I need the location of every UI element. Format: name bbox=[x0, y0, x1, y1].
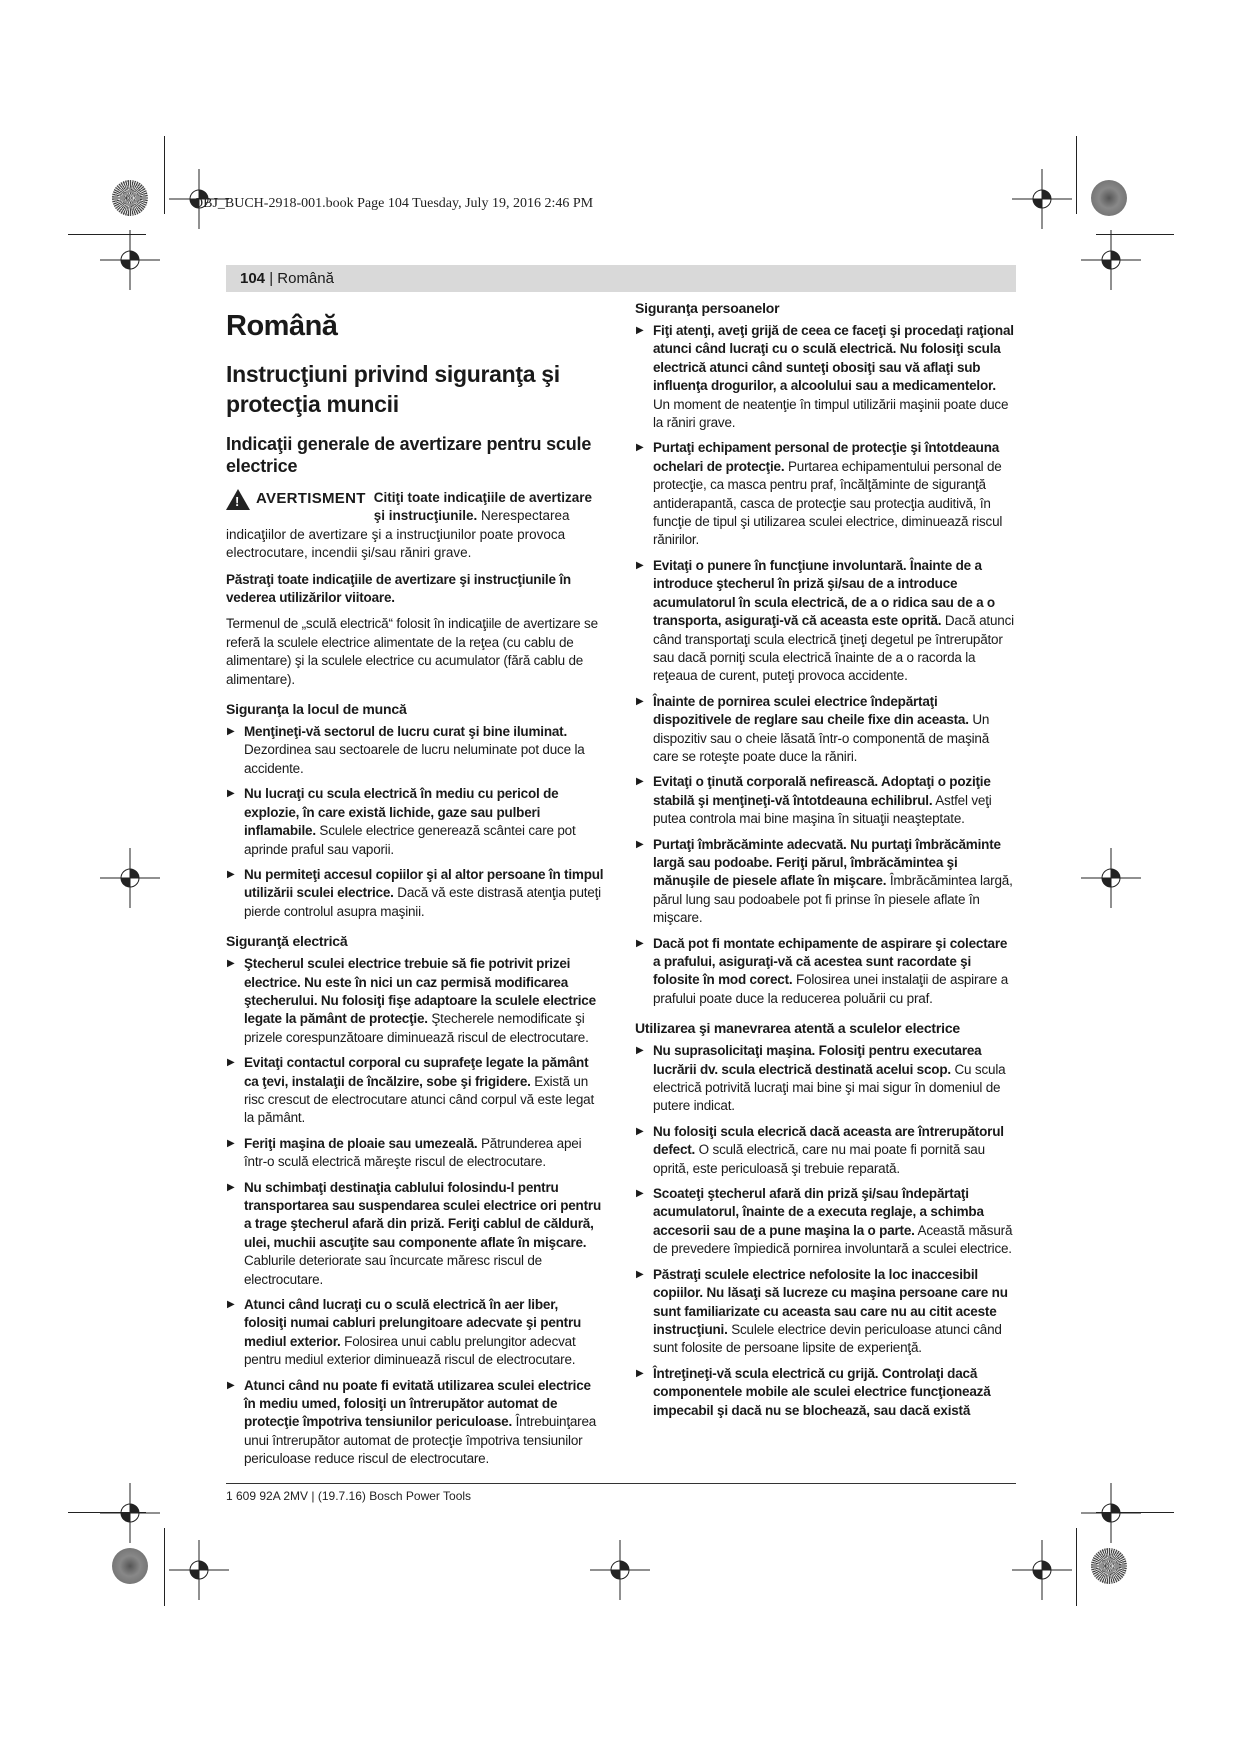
crosshair-icon bbox=[590, 1540, 650, 1600]
page-footer: 1 609 92A 2MV | (19.7.16) Bosch Power Tools bbox=[226, 1489, 472, 1503]
subsection-title: Indicaţii generale de avertizare pentru scule electrice bbox=[226, 434, 592, 476]
subheading: Siguranţa persoanelor bbox=[635, 300, 780, 316]
registration-disc-icon bbox=[1091, 1548, 1127, 1584]
list-item: ▶ Nu permiteţi accesul copiilor şi al altor persoane în timpul utilizării sculei electrice. Dacă vă este distrasă atenţia puteţi pierde controlul asupra maşinii. bbox=[226, 866, 604, 921]
crosshair-icon bbox=[1081, 1483, 1141, 1543]
crosshair-icon bbox=[1012, 169, 1072, 229]
warning-bold: Citiţi toate indicaţiile de avertizare şi instrucţiunile. bbox=[373, 490, 593, 524]
subheading: Siguranţa la locul de muncă bbox=[226, 701, 407, 718]
left-column bbox=[226, 310, 604, 1476]
term-paragraph: Termenul de „sculă electrică“ folosit în indicaţiile de avertizare se referă la sculele electrice alimentate de la reţea (cu cablu de alimentare) şi la sculele electrice cu acumulator (fără cablu de alimentare). bbox=[226, 616, 598, 687]
subheading: Siguranţă electrică bbox=[226, 933, 348, 950]
crosshair-icon bbox=[100, 1483, 160, 1543]
list-item: ▶ Nu folosiţi scula elecrică dacă aceasta are întrerupătorul defect. O sculă electrică, care nu mai poate fi pornită sau oprită, este periculoasă şi trebuie reparată. bbox=[635, 1123, 1015, 1178]
list-item: ▶ Evitaţi contactul corporal cu suprafeţe legate la pământ ca ţevi, instalaţii de încălzire, sobe şi frigidere. Există un risc crescut de electrocutare atunci când corpul vă este legat la pământ. bbox=[226, 1054, 604, 1128]
list-item: ▶ Păstraţi sculele electrice nefolosite la loc inaccesibil copiilor. Nu lăsaţi să lucreze cu maşina persoane care nu sunt familiarizate cu aceasta sau care nu au citit aceste instrucţiuni. Sculele electrice devin periculoase atunci când sunt folosite de persoane lipsite de experienţă. bbox=[635, 1266, 1015, 1358]
list-item: ▶ Dacă pot fi montate echipamente de aspirare şi colectare a prafului, asiguraţi-vă că acestea sunt racordate şi folosite în mod corect. Folosirea unei instalaţii de aspirare a prafului poate duce la reducerea poluării cu praf. bbox=[635, 935, 1015, 1009]
crop-line bbox=[1076, 136, 1077, 214]
warning-badge bbox=[226, 489, 366, 510]
crosshair-icon bbox=[1012, 1540, 1072, 1600]
warning-triangle-icon: ! bbox=[226, 489, 250, 510]
registration-disc-icon bbox=[112, 1548, 148, 1584]
header-separator: | bbox=[265, 270, 278, 287]
list-item: ▶ Purtaţi îmbrăcăminte adecvată. Nu purtaţi îmbrăcăminte largă sau podoabe. Feriţi părul, îmbrăcămintea şi mănuşile de piesele aflate în mişcare. Îmbrăcămintea largă, părul lung sau podoabele pot fi prinse în piesele aflate în mişcare. bbox=[635, 836, 1015, 928]
crosshair-icon bbox=[100, 848, 160, 908]
crop-line bbox=[164, 1528, 165, 1606]
page-number: 104 bbox=[240, 270, 266, 287]
warning-text: Nerespectarea indicaţiilor de avertizare şi a instrucţiunilor poate provoca electrocutare, incendii şi/sau răniri grave. bbox=[226, 508, 570, 561]
print-header: OBJ_BUCH-2918-001.book Page 104 Tuesday, July 19, 2016 2:46 PM bbox=[193, 196, 594, 211]
crosshair-icon bbox=[169, 1540, 229, 1600]
registration-disc-icon bbox=[112, 180, 148, 216]
footer-rule bbox=[226, 1483, 1016, 1484]
registration-disc-icon bbox=[1091, 180, 1127, 216]
subheading: Utilizarea şi manevrarea atentă a sculelor electrice bbox=[635, 1020, 961, 1037]
list-item: ▶ Feriţi maşina de ploaie sau umezeală. Pătrunderea apei într-o sculă electrică măreşte riscul de electrocutare. bbox=[226, 1135, 604, 1172]
list-item: ▶ Menţineţi-vă sectorul de lucru curat şi bine iluminat. Dezordinea sau sectoarele de lucru neluminate pot duce la accidente. bbox=[226, 723, 604, 778]
crosshair-icon bbox=[1081, 230, 1141, 290]
list-item: ▶ Evitaţi o ţinută corporală nefirească. Adoptaţi o poziţie stabilă şi menţineţi-vă întotdeauna echilibrul. Astfel veţi putea controla mai bine maşina în situaţii neaşteptate. bbox=[635, 773, 1015, 828]
right-column bbox=[635, 300, 1015, 1427]
list-item: ▶ Purtaţi echipament personal de protecţie şi întotdeauna ochelari de protecţie. Purtarea echipamentului personal de protecţie, ca masca pentru praf, încălţăminte de siguranţă antiderapantă, casca de protecţie sau protecţia auditivă, în funcţie de tipul şi utilizarea sculei electrice, diminuează riscul rănirilor. bbox=[635, 439, 1015, 549]
list-item: ▶ Nu suprasolicitaţi maşina. Folosiţi pentru executarea lucrării dv. scula electrică destinată acelui scop. Cu scula electrică potrivită lucraţi mai bine şi mai sigur în domeniul de putere indicat. bbox=[635, 1042, 1015, 1116]
list-item: ▶ Ştecherul sculei electrice trebuie să fie potrivit prizei electrice. Nu este în nici un caz permisă modificarea ştecherului. Nu folosiţi fişe adaptoare la sculele electrice legate la pământ de protecţie. Ştecherele nemodificate şi prizele corespunzătoare diminuează riscul de electrocutare. bbox=[226, 955, 604, 1047]
crosshair-icon bbox=[100, 230, 160, 290]
header-language: Română bbox=[277, 270, 334, 287]
list-item: ▶ Atunci când lucraţi cu o sculă electrică în aer liber, folosiţi numai cabluri prelungitoare adecvate şi pentru mediul exterior. Folosirea unui cablu prelungitor adecvat pentru mediul exterior diminuează riscul de electrocutare. bbox=[226, 1296, 604, 1370]
list-item: ▶ Înainte de pornirea sculei electrice îndepărtaţi dispozitivele de reglare sau cheile fixe din aceasta. Un dispozitiv sau o cheie lăsată într-o componentă de maşină care se roteşte poate duce la răniri. bbox=[635, 693, 1015, 767]
list-item: ▶ Nu lucraţi cu scula electrică în mediu cu pericol de explozie, în care există lichide, gaze sau pulberi inflamabile. Sculele electrice generează scântei care pot aprinde praful sau vaporii. bbox=[226, 785, 604, 859]
crosshair-icon bbox=[1081, 848, 1141, 908]
section-title: Instrucţiuni privind siguranţa şi protecţia muncii bbox=[226, 361, 560, 417]
warning-paragraph bbox=[226, 489, 604, 563]
keep-instructions bbox=[226, 571, 604, 608]
list-item: ▶ Atunci când nu poate fi evitată utilizarea sculei electrice în mediu umed, folosiţi un întrerupător automat de protecţie împotriva tensiunilor periculoase. Întrebuinţarea unui întrerupător automat de protecţie împotriva tensiunilor periculoase reduce riscul de electrocutare. bbox=[226, 1377, 604, 1469]
page-title: Română bbox=[226, 310, 338, 342]
crop-line bbox=[1076, 1528, 1077, 1606]
list-item: ▶ Scoateţi ştecherul afară din priză şi/sau îndepărtaţi acumulatorul, înainte de a executa reglaje, a schimba accesorii sau de a pune maşina la o parte. Această măsură de prevedere împiedică pornirea involuntară a sculei electrice. bbox=[635, 1185, 1015, 1259]
warning-label: AVERTISMENT bbox=[256, 490, 366, 508]
list-item: ▶ Evitaţi o punere în funcţiune involuntară. Înainte de a introduce ştecherul în priză şi/sau de a introduce acumulatorul în scula electrică, de a o ridica sau de a o transporta, asiguraţi-vă că aceasta este oprită. Dacă atunci când transportaţi scula electrică ţineţi degetul pe întrerupător sau dacă porniţi scula electrică înainte de a o racorda la reţeaua de curent, puteţi provoca accidente. bbox=[635, 557, 1015, 686]
list-item: ▶ Nu schimbaţi destinaţia cablului folosindu-l pentru transportarea sau suspendarea sculei electrice ori pentru a trage ştecherul afară din priză. Feriţi cablul de căldură, ulei, muchii ascuţite sau componente aflate în mişcare. Cablurile deteriorate sau încurcate măresc riscul de electrocutare. bbox=[226, 1179, 604, 1289]
list-item: ▶ Întreţineţi-vă scula electrică cu grijă. Controlaţi dacă componentele mobile ale sculei electrice funcţionează impecabil şi dacă nu se blochează, sau dacă există bbox=[635, 1365, 1015, 1420]
crop-line bbox=[164, 136, 165, 214]
list-item: ▶ Fiţi atenţi, aveţi grijă de ceea ce faceţi şi procedaţi raţional atunci când lucraţi cu o sculă electrică. Nu folosiţi scula electrică atunci când sunteţi obosiţi sau vă aflaţi sub influenţa drogurilor, a alcoolului sau a medicamentelor. Un moment de neatenţie în timpul utilizării maşinii poate duce la răniri grave. bbox=[635, 322, 1015, 432]
keep-instructions-text: Păstraţi toate indicaţiile de avertizare şi instrucţiunile în vederea utilizărilor viitoare. bbox=[226, 571, 571, 606]
page-header-bar bbox=[226, 265, 1016, 292]
